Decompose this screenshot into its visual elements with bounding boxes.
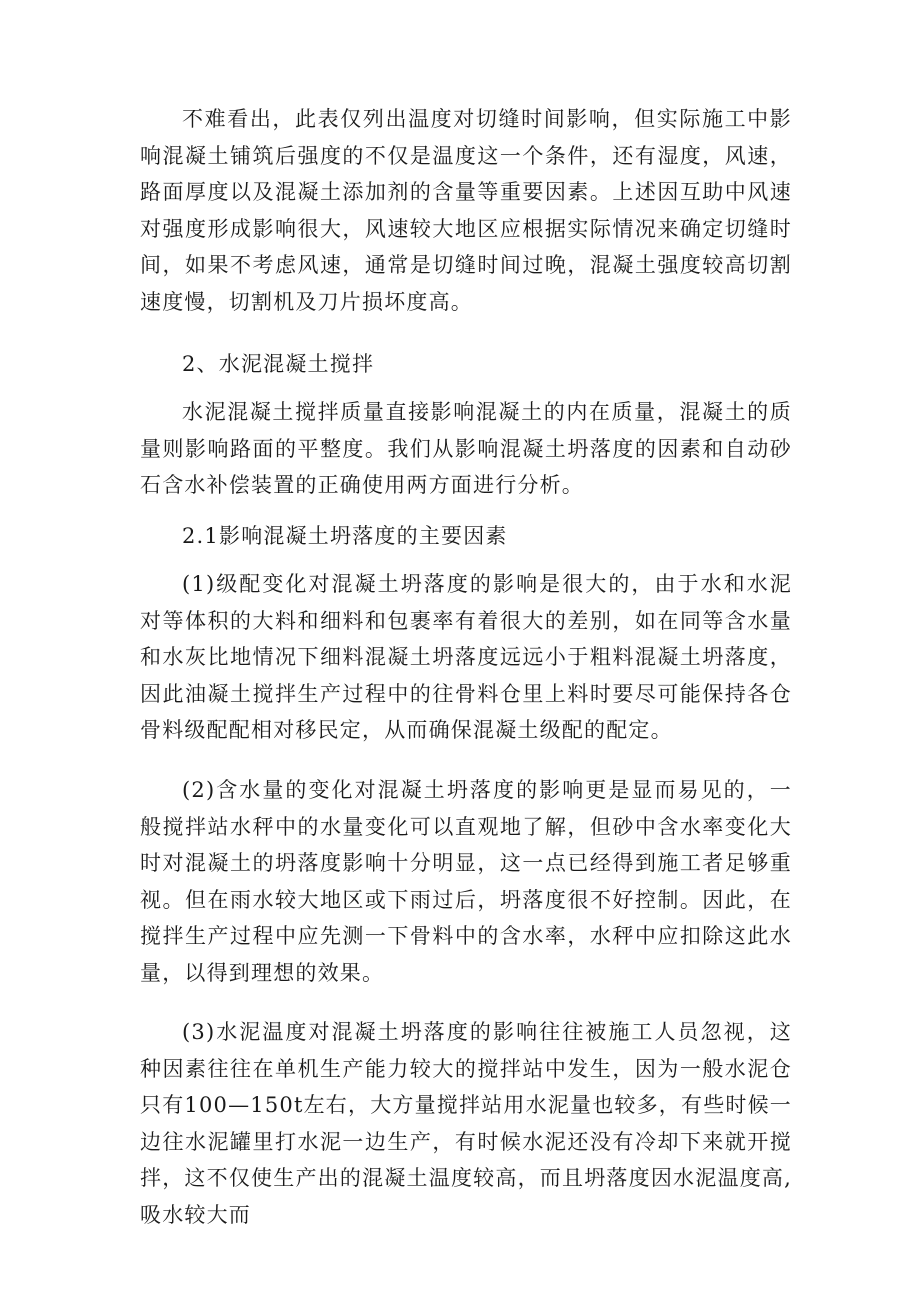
- section-heading-mixing: 2、水泥混凝土搅拌: [182, 352, 375, 376]
- paragraph-gradation: (1)级配变化对混凝土坍落度的影响是很大的，由于水和水泥对等体积的大料和细料和包裹率有着很大的差别，如在同等含水量和水灰比地情况下细料混凝土坍落度远远小于粗料混凝土坍落度，因此油凝土搅拌生产过程中的往骨料仓里上料时要尽可能保持各仓骨料级配配相对移民定，从而确保混凝土级配的配定。: [140, 572, 792, 742]
- paragraph-cutting-time: 不难看出，此表仅列出温度对切缝时间影响，但实际施工中影响混凝土铺筑后强度的不仅是温度这一个条件，还有湿度，风速，路面厚度以及混凝土添加剂的含量等重要因素。上述因互助中风速对强度形成影响很大，风速较大地区应根据实际情况来确定切缝时间，如果不考虑风速，通常是切缝时间过晚，混凝土强度较高切割速度慢，切割机及刀片损坏度高。: [140, 107, 792, 314]
- paragraph-water-content: (2)含水量的变化对混凝土坍落度的影响更是显而易见的，一般搅拌站水秤中的水量变化可以直观地了解，但砂中含水率变化大时对混凝土的坍落度影响十分明显，这一点已经得到施工者足够重视。但在雨水较大地区或下雨过后，坍落度很不好控制。因此，在搅拌生产过程中应先测一下骨料中的含水率，水秤中应扣除这此水量，以得到理想的效果。: [140, 778, 792, 985]
- paragraph-cement-temperature: (3)水泥温度对混凝土坍落度的影响往往被施工人员忽视，这种因素往往在单机生产能力较大的搅拌站中发生，因为一般水泥仓只有100—150t左右，大方量搅拌站用水泥量也较多，有些时候一边往水泥罐里打水泥一边生产，有时候水泥还没有冷却下来就开搅拌，这不仅使生产出的混凝土温度较高，而且坍落度因水泥温度高,吸水较大而: [140, 1020, 793, 1227]
- subsection-heading-slump-factors: 2.1影响混凝土坍落度的主要因素: [182, 524, 508, 548]
- paragraph-mixing-quality: 水泥混凝土搅拌质量直接影响混凝土的内在质量，混凝土的质量则影响路面的平整度。我们从影响混凝土坍落度的因素和自动砂石含水补偿装置的正确使用两方面进行分析。: [140, 400, 792, 497]
